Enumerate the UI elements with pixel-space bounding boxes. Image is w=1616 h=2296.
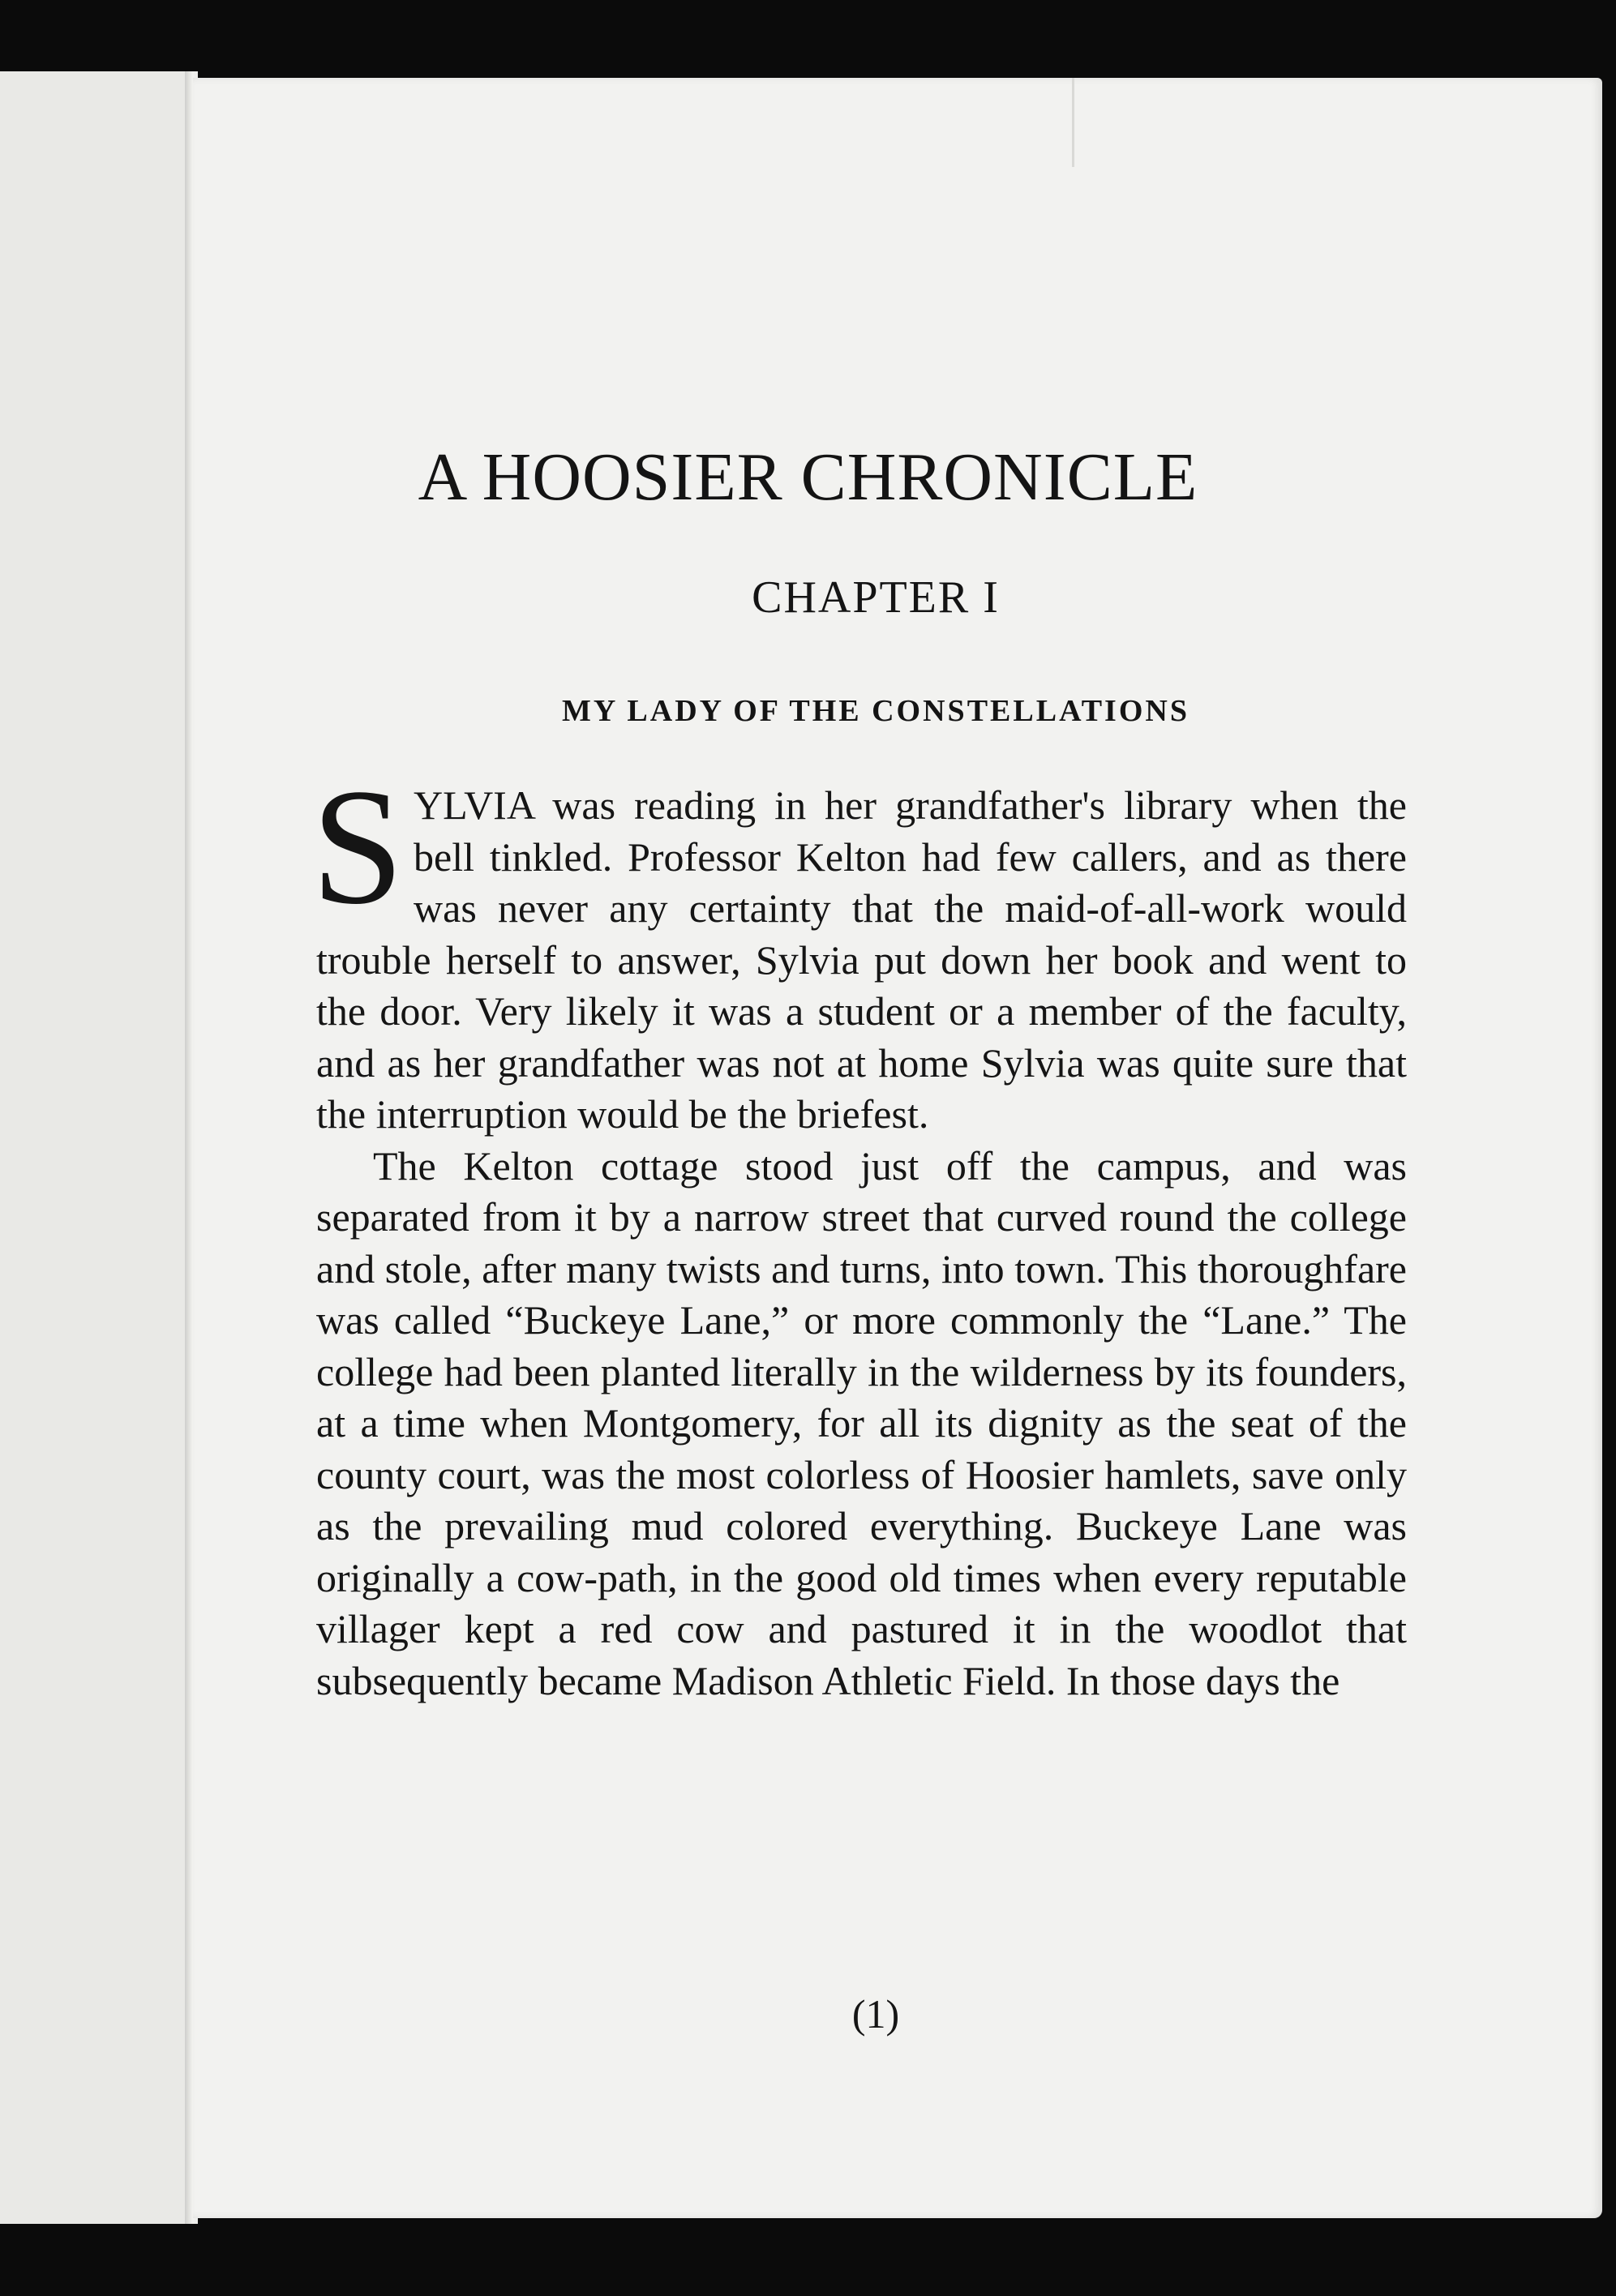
chapter-body: [311, 755, 1407, 1707]
book-title: A HOOSIER CHRONICLE: [418, 439, 1198, 515]
paragraph-1: [311, 755, 1407, 1141]
paragraph-1-text: YLVIA was reading in her grandfather's library when the bell tinkled. Professor Kelton had few callers, and as there was never any certainty that the maid-of-all-work would trouble herself to answer, Sylvia put down her book and went to the door. Very likely it was a student or a member of the faculty, and as her grandfather was not at home Sylvia was quite sure that the interruption would be the briefest.: [316, 782, 1407, 1137]
page-number: (1): [851, 1991, 900, 2037]
paragraph-2: The Kelton cottage stood just off the campus, and was separated from it by a narrow street that curved round the college and stole, after many twists and turns, into town. This thoroughfare was called “Buckeye Lane,” or more commonly the “Lane.” The college had been planted literally in the wilderness by its founders, at a time when Montgomery, for all its dignity as the seat of the county court, was the most colorless of Hoosier hamlets, save only as the prevailing mud colored everything. Buckeye Lane was originally a cow-path, in the good old times when every reputable villager kept a red cow and pastured it in the woodlot that subsequently became Madison Athletic Field. In those days the: [316, 1142, 1407, 1703]
chapter-title: MY LADY OF THE CONSTELLATIONS: [562, 694, 1189, 728]
drop-cap: S: [311, 755, 405, 939]
left-page-edge: [0, 71, 191, 2224]
chapter-label: CHAPTER I: [752, 572, 1000, 623]
page-crease: [1072, 78, 1074, 167]
